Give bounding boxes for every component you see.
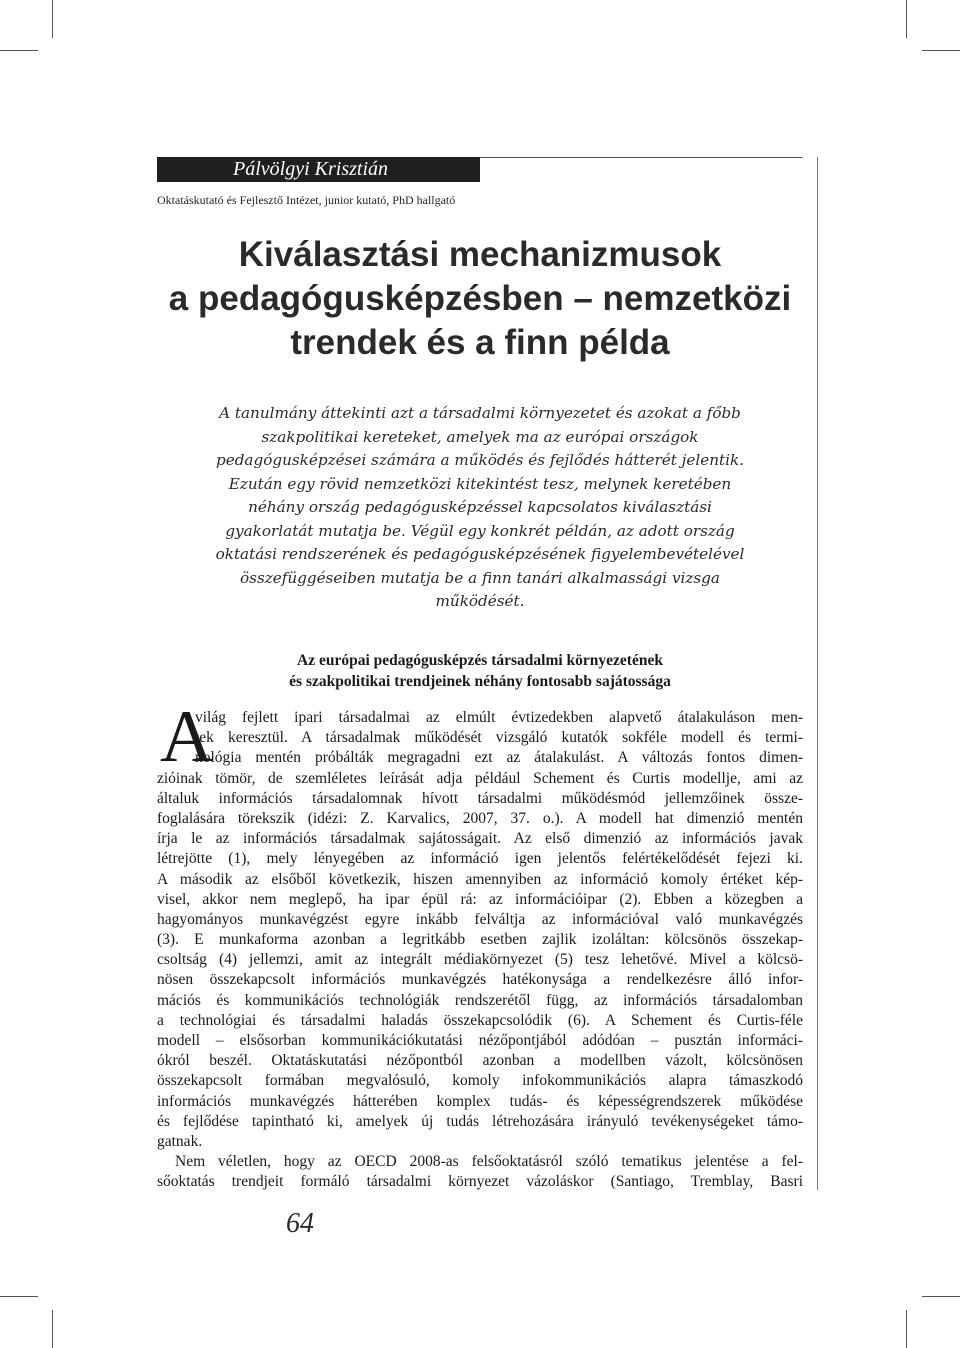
abstract-line: oktatási rendszerének és pedagógusképzésének figyelembevételével [215,545,745,563]
body-line: (3). E munkaforma azonban a legritkább esetben zajlik izoláltan: kölcsönös összekap- [157,931,803,949]
abstract-line: működését. [435,592,525,610]
body-line: csoltság (4) jellemzi, amit az integrált médiakörnyezet (5) tesz lehetővé. Mivel a kölcsö- [157,951,803,969]
body-line: hagyományos munkavégzést egyre inkább felváltja az információval való munkavégzés [157,910,803,928]
body-line: A második az elsőből következik, hiszen amennyiben az információ komoly értéket kép- [157,870,803,888]
body-line: tek keresztül. A társadalmak működését vizsgáló kutatók sokféle modell és termi- [195,729,803,747]
heading-line: Az európai pedagógusképzés társadalmi környezetének [297,652,663,669]
body-line: mációs és kommunikációs technológiák rendszerétől függ, az információs társadalomban [157,991,803,1009]
abstract-line: pedagógusképzései számára a működés és fejlődés hátterét jelentik. [216,451,744,469]
body-line: zióinak tömör, de szemléletes leírását adja például Schement és Curtis modellje, ami az [157,769,803,787]
crop-mark [52,0,53,38]
body-line: gatnak. [157,1132,203,1150]
author-affiliation: Oktatáskutató és Fejlesztő Intézet, junior kutató, PhD hallgató [157,193,456,207]
crop-mark [906,0,907,38]
page-number: 64 [286,1208,314,1239]
crop-mark [922,1296,960,1297]
section-heading [157,650,803,692]
abstract-line: összefüggéseiben mutatja be a finn tanári alkalmassági vizsga [240,568,720,587]
header-rule [480,157,803,158]
crop-mark [0,1296,38,1297]
body-line: nológia mentén próbálták megragadni ezt az átalakulást. A változás fontos dimen- [195,749,803,767]
abstract-line: néhány ország pedagógusképzéssel kapcsolatos kiválasztási [248,498,712,516]
body-line: és fejlődése tapintható ki, amelyek új tudás létrehozására irányuló tevékenységeket támo- [157,1112,803,1130]
body-line: összekapcsolt formában megvalósuló, komoly infokommunikációs alapra támaszkodó [157,1072,803,1090]
body-line: sőoktatás trendjeit formáló társadalmi környezet vázoláskor (Santiago, Tremblay, Basri [157,1173,803,1191]
title-line: Kiválasztási mechanizmusok [238,235,722,274]
body-line: világ fejlett ipari társadalmai az elmúlt évtizedekben alapvető átalakuláson men- [195,709,803,726]
body-line: modell – elsősorban kommunikációkutatási nézőpontjából adódóan – pusztán informáci- [157,1032,803,1049]
abstract-line: Ezután egy rövid nemzetközi kitekintést tesz, melynek keretében [228,474,732,493]
crop-mark [906,1310,907,1348]
body-line: a technológiai és társadalmi haladás összekapcsolódik (6). A Schement és Curtis-féle [157,1011,803,1029]
body-line: nösen összekapcsolt információs munkavégzés hatékonysága a rendelkezésre álló infor- [157,971,803,989]
body-line: Nem véletlen, hogy az OECD 2008-as felsőoktatásról szóló tematikus jelentése a fel- [175,1153,803,1171]
crop-mark [52,1310,53,1348]
abstract-line: A tanulmány áttekinti azt a társadalmi környezetet és azokat a főbb [219,404,741,422]
body-line: információs munkavégzés hátterében komplex tudás- és képességrendszerek működése [157,1092,803,1110]
body-line: foglalására törekszik (idézi: Z. Karvalics, 2007, 37. o.). A modell hat dimenzió mentén [157,809,803,827]
body-line: ókról beszél. Oktatáskutatási nézőpontból azonban a modellben vázolt, kölcsönösen [157,1052,803,1070]
body-text [157,708,803,1193]
body-line: visel, akkor nem meglepő, ha ipar épül rá: az információipar (2). Ebben a közegben a [157,890,803,908]
title-line: a pedagógusképzésben – nemzetközi [168,279,792,318]
abstract-line: gyakorlatát mutatja be. Végül egy konkrét példán, az adott ország [225,521,735,540]
abstract-line: szakpolitikai kereteket, amelyek ma az európai országok [261,427,699,446]
body-line: létrejötte (1), mely lényegében az információ igen jelentős felértékelődését fejezi ki. [157,850,803,868]
drop-cap: A [160,696,214,778]
abstract [157,402,803,614]
margin-rule [817,157,818,1190]
crop-mark [0,50,38,51]
title-line: trendek és a finn példa [290,323,670,362]
body-line: írja le az információs társadalmak sajátosságait. Az első dimenzió az információs javak [157,830,803,848]
body-line: általuk információs társadalomnak hívott társadalmi működésmód jellemzőinek össze- [157,789,803,807]
author-name: Pálvölgyi Krisztián [233,158,388,180]
crop-mark [922,50,960,51]
heading-line: és szakpolitikai trendjeinek néhány fontosabb sajátossága [289,673,671,690]
article-title [157,233,803,365]
